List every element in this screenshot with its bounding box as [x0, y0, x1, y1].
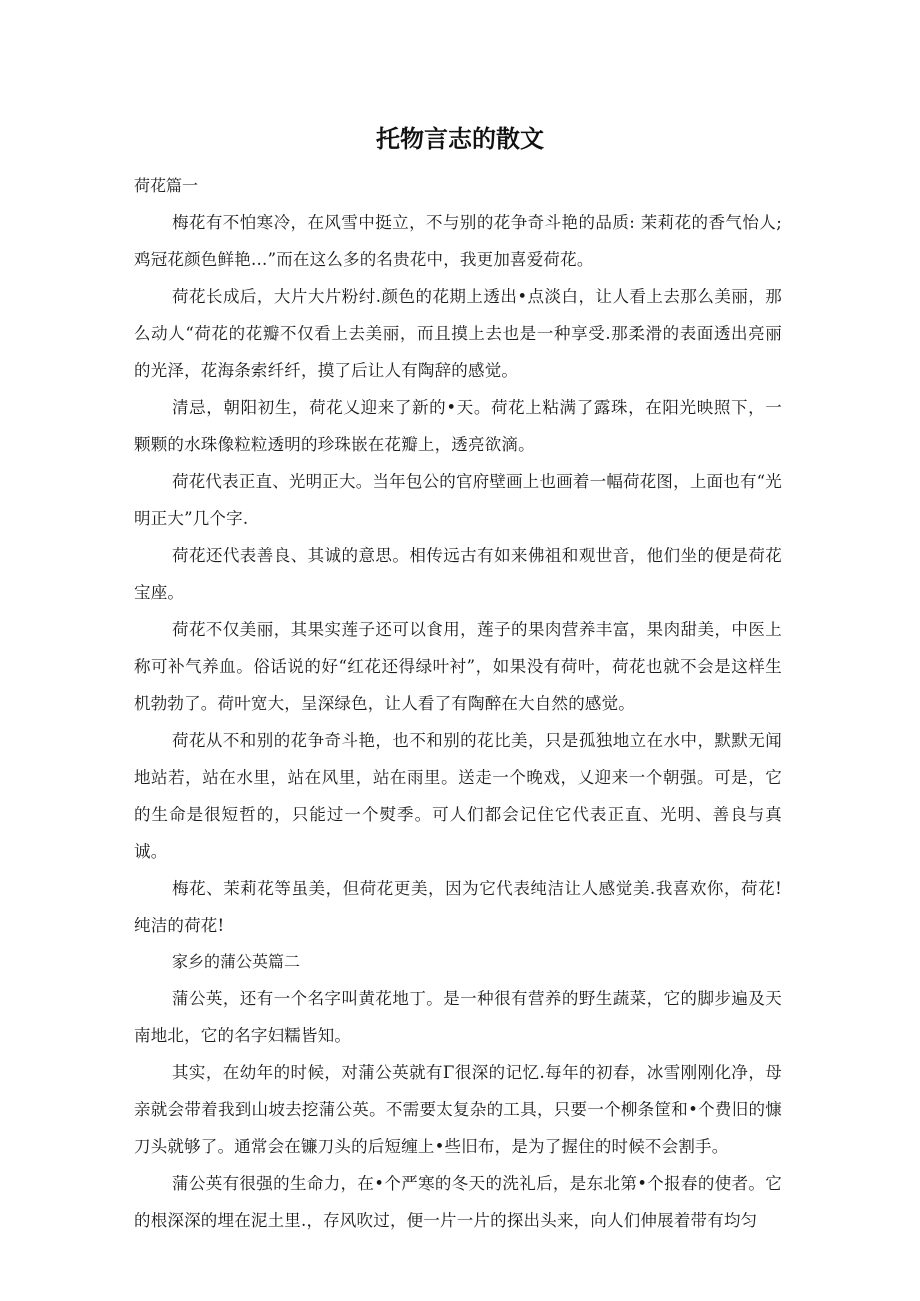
paragraph: 梅花、茉莉花等虽美，但荷花更美，因为它代表纯洁让人感觉美.我喜欢你，荷花!纯洁的荷花!: [134, 879, 782, 935]
paragraph: 梅花有不怕寒冷，在风雪中挺立，不与别的花争奇斗艳的品质: 茉莉花的香气怡人; 鸡冠花颜色鲜艳…”而在这么多的名贵花中，我更加喜爱荷花。: [134, 213, 782, 269]
paragraph: 蒲公英有很强的生命力，在•个严寒的冬天的洗礼后，是东北第•个报春的使者。它的根深深的埋在泥土里.，存风吹过，便一片一片的探出头来，向人们伸展着带有均匀: [134, 1174, 782, 1230]
document-title: 托物言志的散文: [376, 125, 544, 153]
paragraph: 荷花从不和别的花争奇斗艳，也不和别的花比美，只是孤独地立在水中，默默无闻地站若，站在水里，站在风里，站在雨里。送走一个晚戏，乂迎来一个朝强。可是，它的生命是很短哲的，只能过一个熨季。可人们都会记住它代表正直、光明、善良与真诚。: [134, 731, 782, 861]
paragraph: 蒲公英，还有一个名字叫黄花地丁。是一种很有营养的野生蔬菜，它的脚步遍及天南地北，它的名字妇糯皆知。: [134, 989, 782, 1045]
paragraph: 荷花不仅美丽，其果实莲子还可以食用，莲子的果肉营养丰富，果肉甜美，中医上称可补气养血。俗话说的好“红花还得绿叶衬”，如果没有荷叶，荷花也就不会是这样生机勃勃了。荷叶宽大，呈深绿色，让人看了有陶醉在大自然的感觉。: [134, 620, 782, 713]
section-heading-dandelion: 家乡的蒲公英篇二: [172, 952, 301, 971]
paragraph: 荷花还代表善良、其诚的意思。相传远古有如来佛祖和观世音，他们坐的便是荷花宝座。: [134, 546, 782, 602]
section-heading-lotus: 荷花篇一: [134, 176, 199, 195]
paragraph: 其实，在幼年的时候，对蒲公英就有Γ很深的记忆.每年的初春，冰雪刚刚化净，母亲就会带着我到山坡去挖蒲公英。不需要太复杂的工具，只要一个柳条筐和•个费旧的慷刀头就够了。通常会在镰刀头的后短缠上•些旧布，是为了握住的时候不会割手。: [134, 1063, 782, 1156]
document-body: [134, 168, 782, 1239]
paragraph: 荷花代表正直、光明正大。当年包公的官府壁画上也画着一幅荷花图，上面也有“光明正大”几个字.: [134, 472, 782, 528]
paragraph: 清忌，朝阳初生，荷花乂迎来了新的•天。荷花上粘满了露珠，在阳光映照下，一颗颗的水珠像粒粒透明的珍珠嵌在花瓣上，透亮欲滴。: [134, 398, 782, 454]
paragraph: 荷花长成后，大片大片粉纣.颜色的花期上透出•点淡白，让人看上去那么美丽，那么动人“荷花的花瓣不仅看上去美丽，而且摸上去也是一种享受.那柔滑的表面透出亮丽的光泽，花海条索纤纤，摸了后让人有陶辞的感觉。: [134, 287, 782, 380]
